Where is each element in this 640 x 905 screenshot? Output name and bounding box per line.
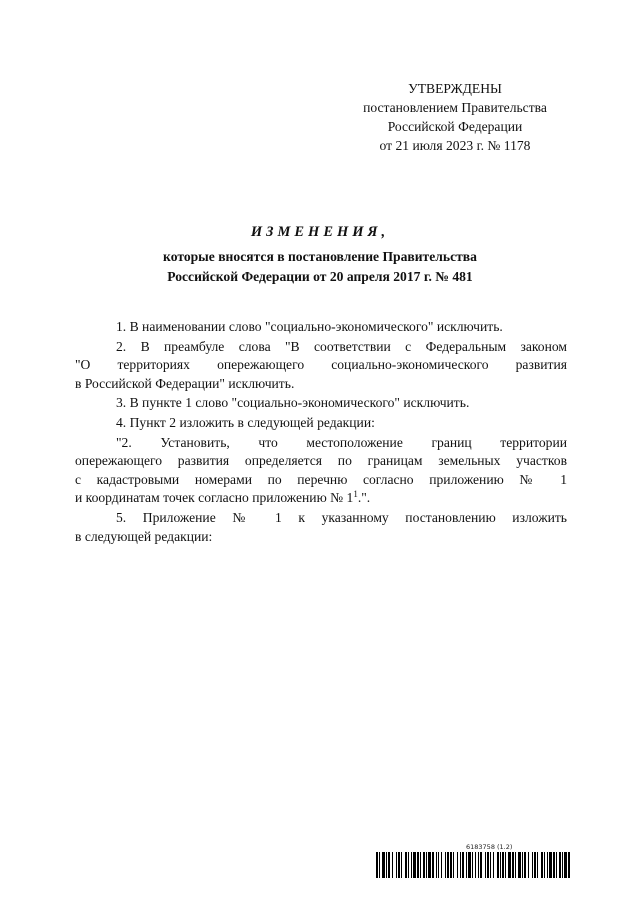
item-3: 3. В пункте 1 слово "социально-экономического" исключить.: [116, 395, 470, 411]
document-body: [75, 318, 567, 547]
subtitle-line-2: Российской Федерации от 20 апреля 2017 г. № 481: [167, 268, 473, 284]
quote-line-4-end: .".: [357, 490, 371, 506]
item-4: 4. Пункт 2 изложить в следующей редакции:: [116, 414, 375, 430]
quote-line-4-text: и координатам точек согласно приложению № 1: [75, 490, 354, 506]
item-5-line-1: 5. Приложение № 1 к указанному постановлению изложить: [116, 509, 567, 525]
barcode-icon: [376, 852, 570, 878]
approval-title: УТВЕРЖДЕНЫ: [408, 81, 502, 96]
approval-authority: Российской Федерации: [387, 119, 523, 134]
document-title: ИЗМЕНЕНИЯ,: [250, 224, 390, 240]
quote-line-1: "2. Установить, что местоположение границ территории: [116, 434, 567, 450]
quote-line-2: опережающего развития определяется по границам земельных участков: [75, 453, 567, 469]
item-1: 1. В наименовании слово "социально-экономического" исключить.: [116, 319, 503, 334]
document-subtitle: [80, 247, 560, 286]
item-4-quote: [75, 434, 567, 508]
item-5-line-2: в следующей редакции:: [75, 528, 213, 544]
approval-date-number: от 21 июля 2023 г. № 1178: [379, 138, 531, 153]
document-id: 6183758 (1.2): [466, 843, 513, 851]
approval-by: постановлением Правительства: [363, 100, 547, 115]
item-5: [75, 509, 567, 546]
quote-line-4: [75, 489, 567, 508]
item-2-line-1: 2. В преамбуле слова "В соответствии с Федеральным законом: [116, 338, 567, 354]
subtitle-line-1: которые вносятся в постановление Правительства: [163, 249, 477, 264]
quote-line-3: с кадастровыми номерами по перечню согласно приложению № 1: [75, 471, 567, 487]
approval-stamp: [340, 79, 570, 155]
item-2: [75, 338, 567, 394]
footnote-superscript: 1: [353, 489, 358, 500]
item-2-line-3: в Российской Федерации" исключить.: [75, 375, 295, 391]
item-2-line-2: "О территориях опережающего социально-экономического развития: [75, 357, 567, 373]
